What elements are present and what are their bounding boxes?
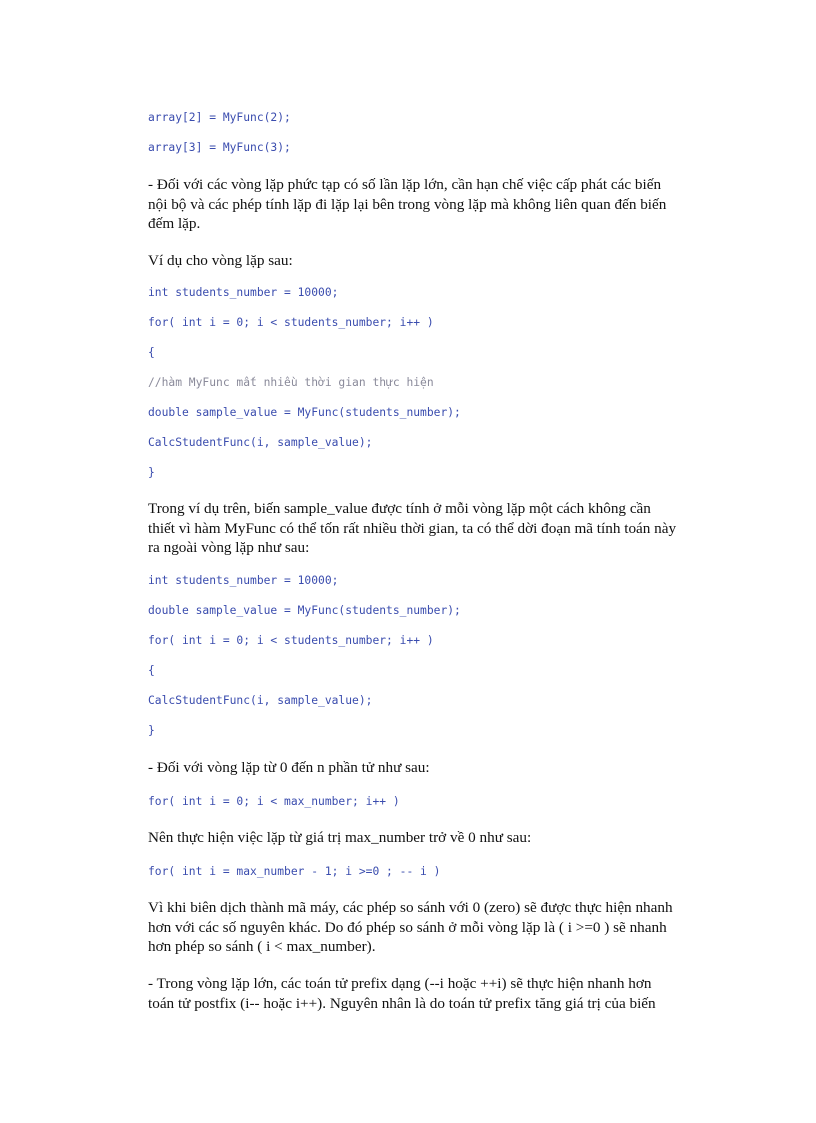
- code-line: }: [148, 466, 155, 479]
- code-line: CalcStudentFunc(i, sample_value);: [148, 436, 373, 449]
- code-line: }: [148, 724, 155, 737]
- code-line: int students_number = 10000;: [148, 286, 339, 299]
- code-line: for( int i = 0; i < students_number; i++ ): [148, 634, 434, 647]
- code-line: int students_number = 10000;: [148, 574, 339, 587]
- code-line: {: [148, 346, 155, 359]
- paragraph: Trong ví dụ trên, biến sample_value được tính ở mỗi vòng lặp một cách không cần thiết vì hàm MyFunc có thể tốn rất nhiều thời gian, ta có thể dời đoạn mã tính toán này ra ngoài vòng lặp như sau:: [148, 500, 677, 556]
- code-line: for( int i = max_number - 1; i >=0 ; -- i ): [148, 865, 441, 878]
- paragraph: Vì khi biên dịch thành mã máy, các phép so sánh với 0 (zero) sẽ được thực hiện nhanh hơn với các số nguyên khác. Do đó phép so sánh ở mỗi vòng lặp là ( i >=0 ) sẽ nhanh hơn phép so sánh ( i < max_number).: [148, 899, 673, 955]
- code-line: double sample_value = MyFunc(students_number);: [148, 604, 461, 617]
- code-line: {: [148, 664, 155, 677]
- code-line: array[2] = MyFunc(2);: [148, 111, 291, 124]
- paragraph: Nên thực hiện việc lặp từ giá trị max_number trở về 0 như sau:: [148, 829, 532, 846]
- code-line: CalcStudentFunc(i, sample_value);: [148, 694, 373, 707]
- paragraph: Ví dụ cho vòng lặp sau:: [148, 252, 293, 269]
- paragraph: - Trong vòng lặp lớn, các toán tử prefix dạng (--i hoặc ++i) sẽ thực hiện nhanh hơn toán tử postfix (i-- hoặc i++). Nguyên nhân là do toán tử prefix tăng giá trị của biến: [148, 975, 656, 1012]
- code-comment: //hàm MyFunc mất nhiều thời gian thực hiện: [148, 376, 434, 389]
- code-line: double sample_value = MyFunc(students_number);: [148, 406, 461, 419]
- paragraph: - Đối với vòng lặp từ 0 đến n phần tử như sau:: [148, 759, 430, 776]
- code-line: for( int i = 0; i < max_number; i++ ): [148, 795, 400, 808]
- paragraph: - Đối với các vòng lặp phức tạp có số lần lặp lớn, cần hạn chế việc cấp phát các biến nội bộ và các phép tính lặp đi lặp lại bên trong vòng lặp mà không liên quan đến biến đếm lặp.: [148, 176, 667, 232]
- code-line: array[3] = MyFunc(3);: [148, 141, 291, 154]
- code-line: for( int i = 0; i < students_number; i++ ): [148, 316, 434, 329]
